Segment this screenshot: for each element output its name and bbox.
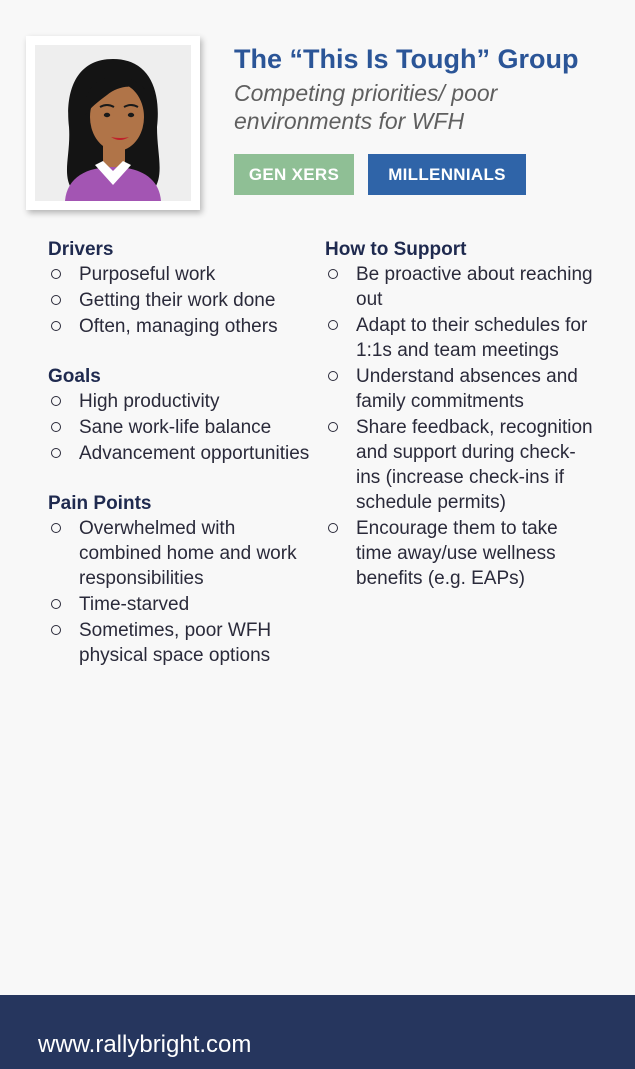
pain-points-heading: Pain Points xyxy=(48,493,152,514)
circle-bullet-icon xyxy=(51,269,61,279)
list-item: Understand absences and family commitments xyxy=(325,364,593,414)
list-item: Adapt to their schedules for 1:1s and team meetings xyxy=(325,313,593,363)
list-item: Time-starved xyxy=(48,592,310,617)
circle-bullet-icon xyxy=(328,371,338,381)
list-item: Purposeful work xyxy=(48,262,310,287)
pain-points-list xyxy=(48,516,310,668)
right-column xyxy=(325,238,593,617)
circle-bullet-icon xyxy=(51,523,61,533)
list-item: Encourage them to take time away/use wellness benefits (e.g. EAPs) xyxy=(325,516,593,591)
circle-bullet-icon xyxy=(51,599,61,609)
circle-bullet-icon xyxy=(51,625,61,635)
goals-heading: Goals xyxy=(48,366,101,387)
circle-bullet-icon xyxy=(328,422,338,432)
goals-list xyxy=(48,389,310,466)
support-list xyxy=(325,262,593,591)
circle-bullet-icon xyxy=(328,320,338,330)
list-item: Be proactive about reaching out xyxy=(325,262,593,312)
list-item: Often, managing others xyxy=(48,314,310,339)
circle-bullet-icon xyxy=(51,448,61,458)
footer-bar xyxy=(0,995,635,1069)
page-title: The “This Is Tough” Group xyxy=(234,44,579,74)
drivers-section xyxy=(48,238,310,339)
left-column xyxy=(48,238,310,694)
list-item: Getting their work done xyxy=(48,288,310,313)
drivers-heading: Drivers xyxy=(48,239,114,260)
woman-avatar-icon xyxy=(35,45,191,201)
support-heading: How to Support xyxy=(325,239,467,260)
circle-bullet-icon xyxy=(51,321,61,331)
list-item: Advancement opportunities xyxy=(48,441,310,466)
list-item: Sane work-life balance xyxy=(48,415,310,440)
list-item: Overwhelmed with combined home and work responsibilities xyxy=(48,516,310,591)
circle-bullet-icon xyxy=(328,523,338,533)
circle-bullet-icon xyxy=(51,422,61,432)
goals-section xyxy=(48,365,310,466)
footer-url-link[interactable]: www.rallybright.com xyxy=(38,1031,252,1058)
list-item: High productivity xyxy=(48,389,310,414)
support-section xyxy=(325,238,593,591)
page-subtitle: Competing priorities/ poor environments for WFH xyxy=(234,80,498,134)
drivers-list xyxy=(48,262,310,339)
circle-bullet-icon xyxy=(328,269,338,279)
pain-points-section xyxy=(48,492,310,668)
list-item: Sometimes, poor WFH physical space options xyxy=(48,618,310,668)
circle-bullet-icon xyxy=(51,295,61,305)
badge-gen-xers: GEN XERS xyxy=(234,154,354,195)
list-item: Share feedback, recognition and support during check-ins (increase check-ins if schedule permits) xyxy=(325,415,593,515)
circle-bullet-icon xyxy=(51,396,61,406)
badge-millennials: MILLENNIALS xyxy=(368,154,526,195)
avatar-photo-frame xyxy=(26,36,200,210)
